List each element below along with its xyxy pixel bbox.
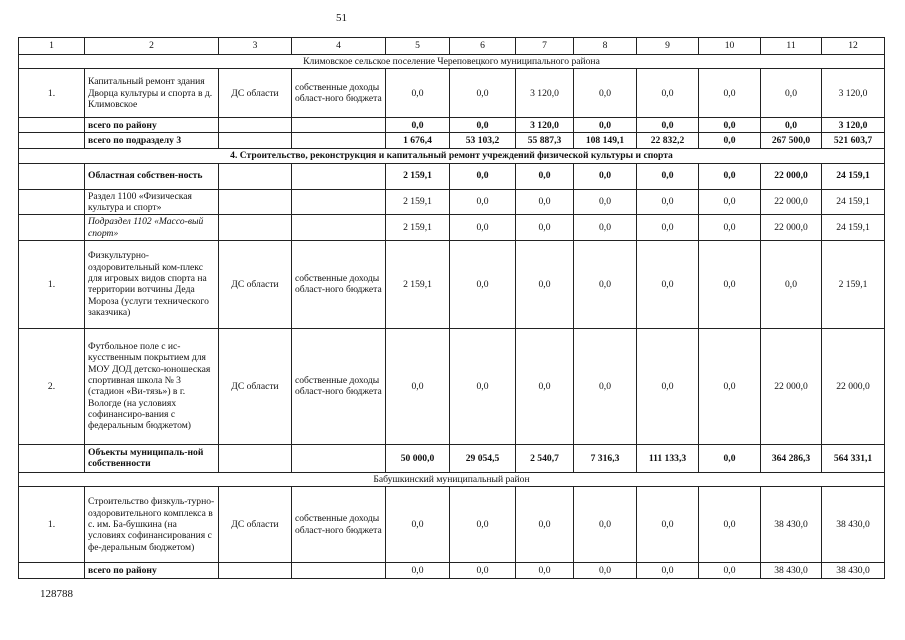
amount-cell: 0,0: [574, 118, 637, 133]
client-cell: [219, 215, 292, 241]
amount-cell: 564 331,1: [822, 444, 885, 472]
amount-cell: 0,0: [386, 328, 450, 444]
funding-source: [292, 563, 386, 579]
section-title: Бабушкинский муниципальный район: [19, 472, 885, 486]
table-row: [19, 563, 885, 579]
section-title: 4. Строительство, реконструкция и капитальный ремонт учреждений физической культуры и спорта: [19, 149, 885, 163]
row-number: 1.: [19, 69, 85, 118]
amount-cell: 3 120,0: [822, 118, 885, 133]
amount-cell: 2 159,1: [386, 215, 450, 241]
table-row: [19, 118, 885, 133]
funding-source: [292, 444, 386, 472]
amount-cell: 521 603,7: [822, 133, 885, 149]
column-number: 7: [516, 38, 574, 55]
amount-cell: 0,0: [574, 328, 637, 444]
amount-cell: 0,0: [516, 563, 574, 579]
amount-cell: 22 832,2: [637, 133, 699, 149]
amount-cell: 55 887,3: [516, 133, 574, 149]
amount-cell: 0,0: [574, 563, 637, 579]
column-number: 11: [761, 38, 822, 55]
client-cell: ДС области: [219, 69, 292, 118]
amount-cell: 2 159,1: [386, 163, 450, 189]
amount-cell: 2 540,7: [516, 444, 574, 472]
object-name: Капитальный ремонт здания Дворца культуры и спорта в д. Климовское: [85, 69, 219, 118]
document-code: 128788: [40, 588, 73, 600]
amount-cell: 0,0: [450, 163, 516, 189]
amount-cell: 0,0: [516, 328, 574, 444]
amount-cell: 0,0: [761, 240, 822, 328]
row-number: [19, 563, 85, 579]
column-number: 12: [822, 38, 885, 55]
object-name: Объекты муниципаль-ной собственности: [85, 444, 219, 472]
row-number: 1.: [19, 487, 85, 563]
amount-cell: 0,0: [637, 240, 699, 328]
funding-source: [292, 118, 386, 133]
object-name: Строительство физкуль-турно-оздоровительного комплекса в с. им. Ба-бушкина (на условиях софинансирования с фе-деральным бюджетом): [85, 487, 219, 563]
row-number: 2.: [19, 328, 85, 444]
column-number: 3: [219, 38, 292, 55]
amount-cell: 0,0: [574, 189, 637, 215]
object-name: всего по подразделу 3: [85, 133, 219, 149]
amount-cell: 0,0: [516, 215, 574, 241]
client-cell: [219, 189, 292, 215]
amount-cell: 0,0: [516, 163, 574, 189]
amount-cell: 24 159,1: [822, 189, 885, 215]
amount-cell: 22 000,0: [761, 328, 822, 444]
page-number: 51: [336, 12, 347, 24]
client-cell: ДС области: [219, 240, 292, 328]
amount-cell: 2 159,1: [822, 240, 885, 328]
row-number: 1.: [19, 240, 85, 328]
amount-cell: 0,0: [574, 240, 637, 328]
amount-cell: 111 133,3: [637, 444, 699, 472]
object-name: Раздел 1100 «Физическая культура и спорт»: [85, 189, 219, 215]
table-row: [19, 133, 885, 149]
object-name: Физкультурно-оздоровительный ком-плекс для игровых видов спорта на территории вотчины Деда Мороза (услуги технического заказчика): [85, 240, 219, 328]
row-number: [19, 118, 85, 133]
object-name: Подраздел 1102 «Массо-вый спорт»: [85, 215, 219, 241]
amount-cell: 0,0: [516, 487, 574, 563]
section-row: [19, 149, 885, 163]
client-cell: ДС области: [219, 328, 292, 444]
funding-source: собственные доходы област-ного бюджета: [292, 487, 386, 563]
amount-cell: 24 159,1: [822, 163, 885, 189]
column-number: 1: [19, 38, 85, 55]
amount-cell: 0,0: [450, 487, 516, 563]
table-row: [19, 69, 885, 118]
amount-cell: 3 120,0: [516, 69, 574, 118]
table-row: [19, 189, 885, 215]
amount-cell: 3 120,0: [822, 69, 885, 118]
row-number: [19, 133, 85, 149]
client-cell: [219, 563, 292, 579]
amount-cell: 0,0: [386, 487, 450, 563]
amount-cell: 0,0: [450, 563, 516, 579]
client-cell: [219, 133, 292, 149]
amount-cell: 0,0: [761, 69, 822, 118]
column-number: 10: [699, 38, 761, 55]
amount-cell: 0,0: [699, 69, 761, 118]
table-row: [19, 163, 885, 189]
amount-cell: 0,0: [699, 189, 761, 215]
amount-cell: 50 000,0: [386, 444, 450, 472]
funding-source: [292, 215, 386, 241]
amount-cell: 53 103,2: [450, 133, 516, 149]
amount-cell: 29 054,5: [450, 444, 516, 472]
amount-cell: 267 500,0: [761, 133, 822, 149]
amount-cell: 0,0: [386, 563, 450, 579]
amount-cell: 0,0: [516, 189, 574, 215]
amount-cell: 0,0: [761, 118, 822, 133]
amount-cell: 0,0: [637, 118, 699, 133]
table-row: [19, 487, 885, 563]
amount-cell: 0,0: [450, 189, 516, 215]
table-row: [19, 444, 885, 472]
amount-cell: 22 000,0: [761, 163, 822, 189]
amount-cell: 24 159,1: [822, 215, 885, 241]
amount-cell: 22 000,0: [822, 328, 885, 444]
amount-cell: 0,0: [699, 444, 761, 472]
amount-cell: 0,0: [699, 118, 761, 133]
amount-cell: 0,0: [637, 215, 699, 241]
section-title: Климовское сельское поселение Череповецкого муниципального района: [19, 55, 885, 69]
client-cell: [219, 118, 292, 133]
column-number: 2: [85, 38, 219, 55]
amount-cell: 38 430,0: [761, 487, 822, 563]
table-row: [19, 328, 885, 444]
amount-cell: 0,0: [699, 328, 761, 444]
funding-source: собственные доходы област-ного бюджета: [292, 328, 386, 444]
amount-cell: 3 120,0: [516, 118, 574, 133]
object-name: Футбольное поле с ис-кусственным покрытием для МОУ ДОД детско-юношеская спортивная школа № 3 (стадион «Ви-тязь») в г. Вологде (на условиях софинансиро-вания с федеральным бюджетом): [85, 328, 219, 444]
client-cell: [219, 163, 292, 189]
amount-cell: 0,0: [699, 563, 761, 579]
amount-cell: 0,0: [574, 163, 637, 189]
funding-source: собственные доходы област-ного бюджета: [292, 69, 386, 118]
column-number: 8: [574, 38, 637, 55]
funding-source: [292, 163, 386, 189]
funding-source: собственные доходы област-ного бюджета: [292, 240, 386, 328]
amount-cell: 2 159,1: [386, 240, 450, 328]
amount-cell: 2 159,1: [386, 189, 450, 215]
amount-cell: 0,0: [637, 563, 699, 579]
amount-cell: 38 430,0: [822, 563, 885, 579]
amount-cell: 0,0: [637, 163, 699, 189]
amount-cell: 38 430,0: [761, 563, 822, 579]
client-cell: ДС области: [219, 487, 292, 563]
budget-table: [18, 37, 885, 579]
column-number-row: [19, 38, 885, 55]
section-row: [19, 472, 885, 486]
amount-cell: 0,0: [699, 240, 761, 328]
column-number: 6: [450, 38, 516, 55]
column-number: 4: [292, 38, 386, 55]
amount-cell: 0,0: [386, 69, 450, 118]
amount-cell: 0,0: [574, 69, 637, 118]
amount-cell: 7 316,3: [574, 444, 637, 472]
amount-cell: 0,0: [516, 240, 574, 328]
object-name: всего по району: [85, 118, 219, 133]
column-number: 9: [637, 38, 699, 55]
object-name: Областная собствен-ность: [85, 163, 219, 189]
amount-cell: 0,0: [699, 487, 761, 563]
client-cell: [219, 444, 292, 472]
section-row: [19, 55, 885, 69]
amount-cell: 0,0: [450, 69, 516, 118]
funding-source: [292, 189, 386, 215]
funding-source: [292, 133, 386, 149]
amount-cell: 22 000,0: [761, 189, 822, 215]
amount-cell: 0,0: [450, 118, 516, 133]
amount-cell: 0,0: [637, 487, 699, 563]
row-number: [19, 215, 85, 241]
table-row: [19, 215, 885, 241]
amount-cell: 0,0: [699, 133, 761, 149]
amount-cell: 22 000,0: [761, 215, 822, 241]
object-name: всего по району: [85, 563, 219, 579]
amount-cell: 0,0: [699, 163, 761, 189]
amount-cell: 0,0: [637, 328, 699, 444]
amount-cell: 108 149,1: [574, 133, 637, 149]
amount-cell: 38 430,0: [822, 487, 885, 563]
amount-cell: 0,0: [574, 215, 637, 241]
amount-cell: 0,0: [574, 487, 637, 563]
row-number: [19, 163, 85, 189]
column-number: 5: [386, 38, 450, 55]
row-number: [19, 444, 85, 472]
amount-cell: 1 676,4: [386, 133, 450, 149]
amount-cell: 0,0: [637, 69, 699, 118]
amount-cell: 0,0: [699, 215, 761, 241]
amount-cell: 0,0: [450, 328, 516, 444]
amount-cell: 0,0: [637, 189, 699, 215]
amount-cell: 0,0: [450, 240, 516, 328]
amount-cell: 0,0: [386, 118, 450, 133]
amount-cell: 364 286,3: [761, 444, 822, 472]
table-row: [19, 240, 885, 328]
amount-cell: 0,0: [450, 215, 516, 241]
row-number: [19, 189, 85, 215]
